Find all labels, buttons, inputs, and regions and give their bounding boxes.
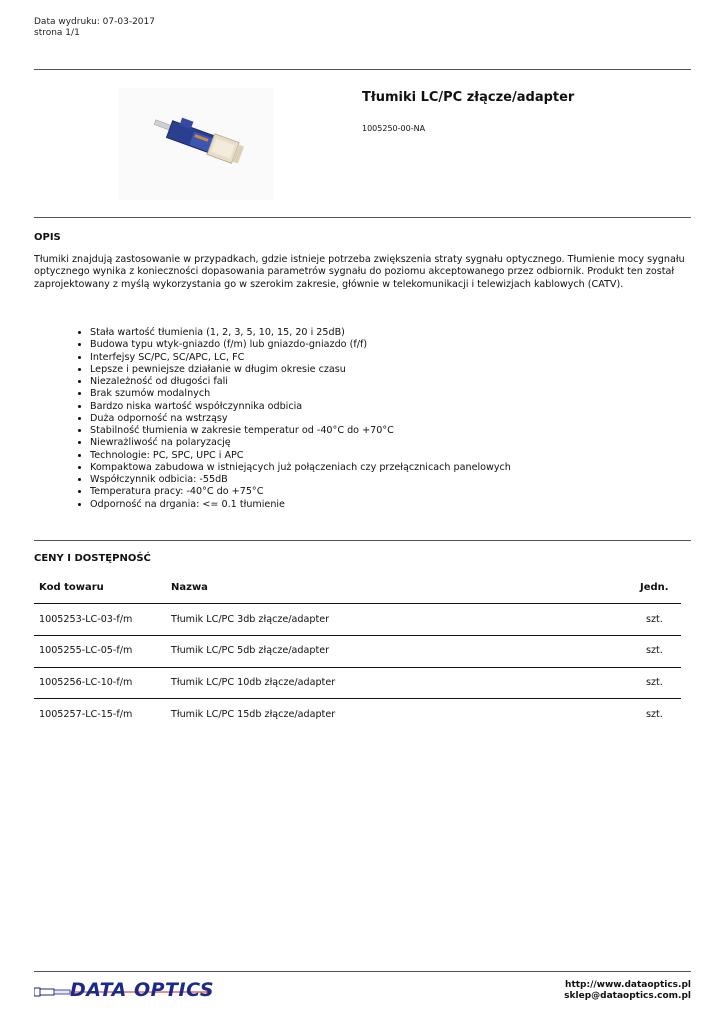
product-code: 1005250-00-NA — [362, 124, 426, 133]
list-item: • Bardzo niska wartość współczynnika odbicia — [90, 401, 511, 413]
row-unit: szt. — [646, 614, 663, 625]
header-divider — [34, 69, 691, 70]
footer-email[interactable]: sklep@dataoptics.com.pl — [564, 991, 691, 1001]
pricing-heading: CENY I DOSTĘPNOŚĆ — [34, 553, 151, 564]
list-item: • Niewrażliwość na polaryzację — [90, 437, 511, 449]
table-row-line — [34, 698, 681, 699]
row-name: Tłumik LC/PC 5db złącze/adapter — [171, 645, 330, 656]
row-name: Tłumik LC/PC 15db złącze/adapter — [171, 709, 336, 720]
row-name: Tłumik LC/PC 10db złącze/adapter — [171, 677, 336, 688]
table-row-line — [34, 635, 681, 636]
logo-text: DATA OPTICS — [70, 979, 215, 1001]
row-code: 1005256-LC-10-f/m — [39, 677, 133, 688]
row-name: Tłumik LC/PC 3db złącze/adapter — [171, 614, 330, 625]
row-code: 1005255-LC-05-f/m — [39, 645, 133, 656]
list-item: • Współczynnik odbicia: -55dB — [90, 474, 511, 486]
footer-divider — [34, 971, 691, 972]
list-item: • Technologie: PC, SPC, UPC i APC — [90, 450, 511, 462]
print-date: Data wydruku: 07-03-2017 — [34, 17, 155, 27]
row-code: 1005253-LC-03-f/m — [39, 614, 133, 625]
list-item: • Temperatura pracy: -40°C do +75°C — [90, 486, 511, 498]
column-header-code: Kod towaru — [39, 582, 104, 593]
list-item: • Odporność na drgania: <= 0.1 tłumienie — [90, 499, 511, 511]
print-meta — [34, 17, 155, 39]
product-image — [118, 88, 274, 200]
description-heading: OPIS — [34, 232, 61, 243]
row-unit: szt. — [646, 709, 663, 720]
list-item: • Kompaktowa zabudowa w istniejących już połączeniach czy przełącznicach panelowych — [90, 462, 511, 474]
feature-list — [56, 327, 511, 511]
list-item: • Budowa typu wtyk-gniazdo (f/m) lub gniazdo-gniazdo (f/f) — [90, 339, 511, 351]
logo — [34, 978, 214, 1006]
list-item: • Duża odporność na wstrząsy — [90, 413, 511, 425]
page-number: strona 1/1 — [34, 28, 80, 38]
footer-website[interactable]: http://www.dataoptics.pl — [565, 980, 691, 990]
list-item: • Stała wartość tłumienia (1, 2, 3, 5, 10, 15, 20 i 25dB) — [90, 327, 511, 339]
description-divider — [34, 217, 691, 218]
table-header-line — [34, 603, 681, 604]
column-header-unit: Jedn. — [640, 582, 669, 593]
list-item: • Interfejsy SC/PC, SC/APC, LC, FC — [90, 352, 511, 364]
row-unit: szt. — [646, 677, 663, 688]
list-item: • Brak szumów modalnych — [90, 388, 511, 400]
row-code: 1005257-LC-15-f/m — [39, 709, 133, 720]
product-title: Tłumiki LC/PC złącze/adapter — [362, 90, 575, 105]
description-text: Tłumiki znajdują zastosowanie w przypadkach, gdzie istnieje potrzeba zwiększenia straty sygnału optycznego. Tłumienie mocy sygnału optycznego wynika z konieczności dopasowania parametrów sygnału do poziomu akceptowanego przez odbiornik. Produkt ten został zaprojektowany z myślą wykorzystania go w szerokim zakresie, głównie w telekomunikacji i telewizjach kablowych (CATV). — [34, 254, 685, 290]
list-item: • Stabilność tłumienia w zakresie temperatur od -40°C do +70°C — [90, 425, 511, 437]
lc-attenuator-photo-icon — [118, 88, 274, 200]
list-item: • Lepsze i pewniejsze działanie w długim okresie czasu — [90, 364, 511, 376]
list-item: • Niezależność od długości fali — [90, 376, 511, 388]
row-unit: szt. — [646, 645, 663, 656]
column-header-name: Nazwa — [171, 582, 208, 593]
pricing-divider — [34, 540, 691, 541]
table-row-line — [34, 667, 681, 668]
